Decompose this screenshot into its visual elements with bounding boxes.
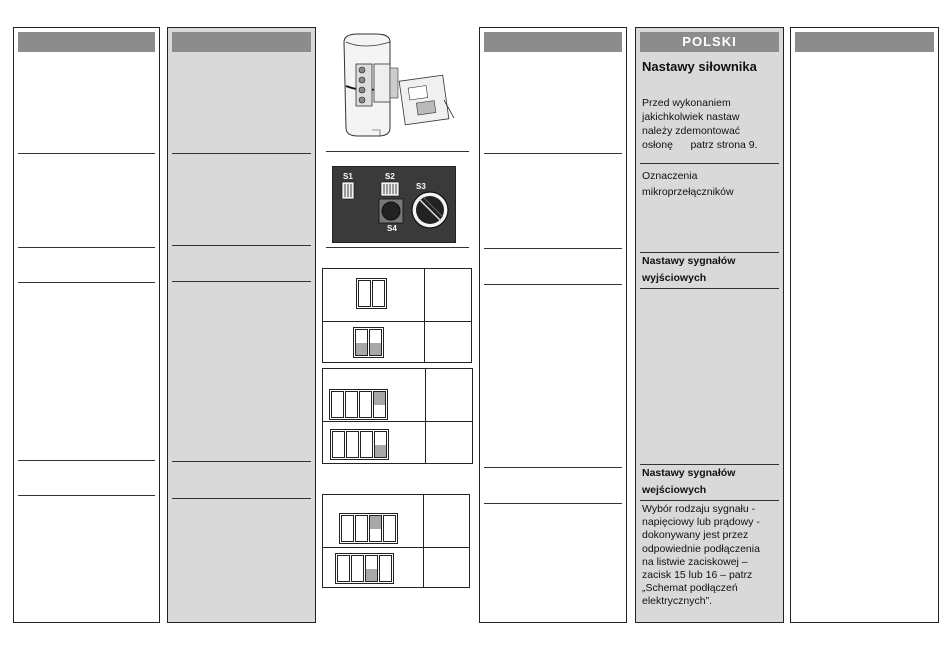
input-signal-heading: Nastawy sygnałów wejściowych bbox=[642, 467, 736, 496]
switch-table-3 bbox=[322, 494, 470, 588]
divider bbox=[172, 245, 311, 246]
dip-switch bbox=[330, 429, 389, 460]
column-header-bar bbox=[795, 32, 934, 52]
divider bbox=[326, 151, 469, 152]
divider bbox=[640, 500, 779, 501]
dip-switch bbox=[335, 553, 394, 584]
column-header-bar bbox=[484, 32, 622, 52]
output-signal-heading: Nastawy sygnałów wyjściowych bbox=[642, 255, 736, 284]
switch-label-s3: S3 bbox=[416, 182, 426, 191]
dip-switch bbox=[329, 389, 388, 420]
switch-label-s2: S2 bbox=[385, 172, 395, 181]
divider bbox=[172, 281, 311, 282]
switch-label-s4: S4 bbox=[387, 224, 397, 233]
divider bbox=[18, 282, 155, 283]
dip-switch bbox=[339, 513, 398, 544]
intro-text: Przed wykonaniem jakichkolwiek nastaw należy zdemontować osłonę patrz strona 9. bbox=[642, 97, 758, 151]
section-title: Nastawy siłownika bbox=[642, 59, 757, 74]
divider bbox=[640, 288, 779, 289]
divider bbox=[484, 503, 622, 504]
column-header-bar bbox=[18, 32, 155, 52]
dip-switch bbox=[356, 278, 387, 309]
column-4 bbox=[479, 27, 627, 623]
switch-label-s1: S1 bbox=[343, 172, 353, 181]
switch-table-2 bbox=[322, 368, 473, 464]
dip-switch bbox=[353, 327, 384, 358]
column-2 bbox=[167, 27, 316, 623]
divider bbox=[172, 153, 311, 154]
column-6 bbox=[790, 27, 939, 623]
divider bbox=[484, 248, 622, 249]
divider bbox=[484, 153, 622, 154]
divider bbox=[18, 460, 155, 461]
column-1 bbox=[13, 27, 160, 623]
divider bbox=[640, 163, 779, 164]
divider bbox=[326, 247, 469, 248]
switch-panel bbox=[332, 166, 456, 243]
actuator-illustration bbox=[332, 30, 462, 142]
divider bbox=[172, 461, 311, 462]
switch-panel-graphics bbox=[333, 167, 455, 242]
column-5-polski bbox=[635, 27, 784, 623]
input-signal-text: Wybór rodzaju sygnału - napięciowy lub prądowy - dokonywany jest przez odpowiednie podłączenia na listwie zaciskowej – zacisk 15 lub 16 – patrz „Schemat podłączeń elektrycznych”. bbox=[642, 503, 760, 608]
divider bbox=[18, 247, 155, 248]
divider bbox=[484, 467, 622, 468]
divider bbox=[172, 498, 311, 499]
divider bbox=[18, 495, 155, 496]
divider bbox=[18, 153, 155, 154]
language-label: POLSKI bbox=[682, 34, 737, 49]
language-header bbox=[640, 32, 779, 52]
dip-switch-labels-heading: Oznaczenia mikroprzełączników bbox=[642, 170, 734, 198]
column-header-bar bbox=[172, 32, 311, 52]
divider bbox=[484, 284, 622, 285]
switch-table-1 bbox=[322, 268, 472, 363]
